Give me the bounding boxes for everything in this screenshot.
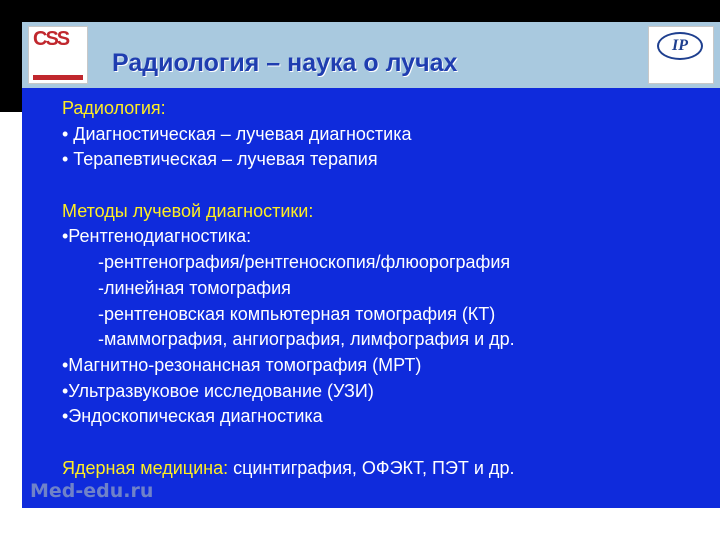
institution-logo-left	[28, 26, 88, 84]
list-item-mri: •Магнитно-резонансная томография (МРТ)	[62, 354, 422, 375]
slide-content	[62, 96, 712, 481]
list-item-xray: •Рентгенодиагностика:	[62, 226, 252, 247]
logo-left-red-strip	[33, 75, 83, 80]
watermark: Med-edu.ru	[30, 480, 154, 502]
spacer	[62, 173, 712, 199]
section-heading-radiology: Радиология:	[62, 98, 166, 118]
list-item-endoscopy: •Эндоскопическая диагностика	[62, 406, 323, 427]
list-item-diagnostic: • Диагностическая – лучевая диагностика	[62, 123, 412, 144]
spacer	[62, 430, 712, 456]
nuclear-medicine-text: сцинтиграфия, ОФЭКТ, ПЭТ и др.	[228, 457, 515, 478]
list-item-therapeutic: • Терапевтическая – лучевая терапия	[62, 149, 378, 170]
logo-left-mark: CSS	[33, 28, 69, 50]
nuclear-medicine-label: Ядерная медицина:	[62, 457, 229, 478]
slide	[22, 22, 720, 508]
slide-header	[22, 22, 720, 88]
logo-right-mark: IP	[657, 32, 703, 60]
list-item-ultrasound: •Ультразвуковое исследование (УЗИ)	[62, 380, 374, 401]
sub-item-radiography: -рентгенография/рентгеноскопия/флюорография	[98, 252, 511, 273]
nuclear-medicine-line	[62, 456, 712, 482]
sub-item-mammography: -маммография, ангиография, лимфография и др.	[98, 329, 515, 350]
sub-item-linear-tomography: -линейная томография	[98, 277, 291, 298]
section-heading-methods: Методы лучевой диагностики:	[62, 200, 314, 221]
institution-logo-right	[648, 26, 714, 84]
slide-title: Радиология – наука о лучах	[112, 49, 458, 77]
sub-item-ct: -рентгеновская компьютерная томография (КТ)	[98, 303, 496, 324]
